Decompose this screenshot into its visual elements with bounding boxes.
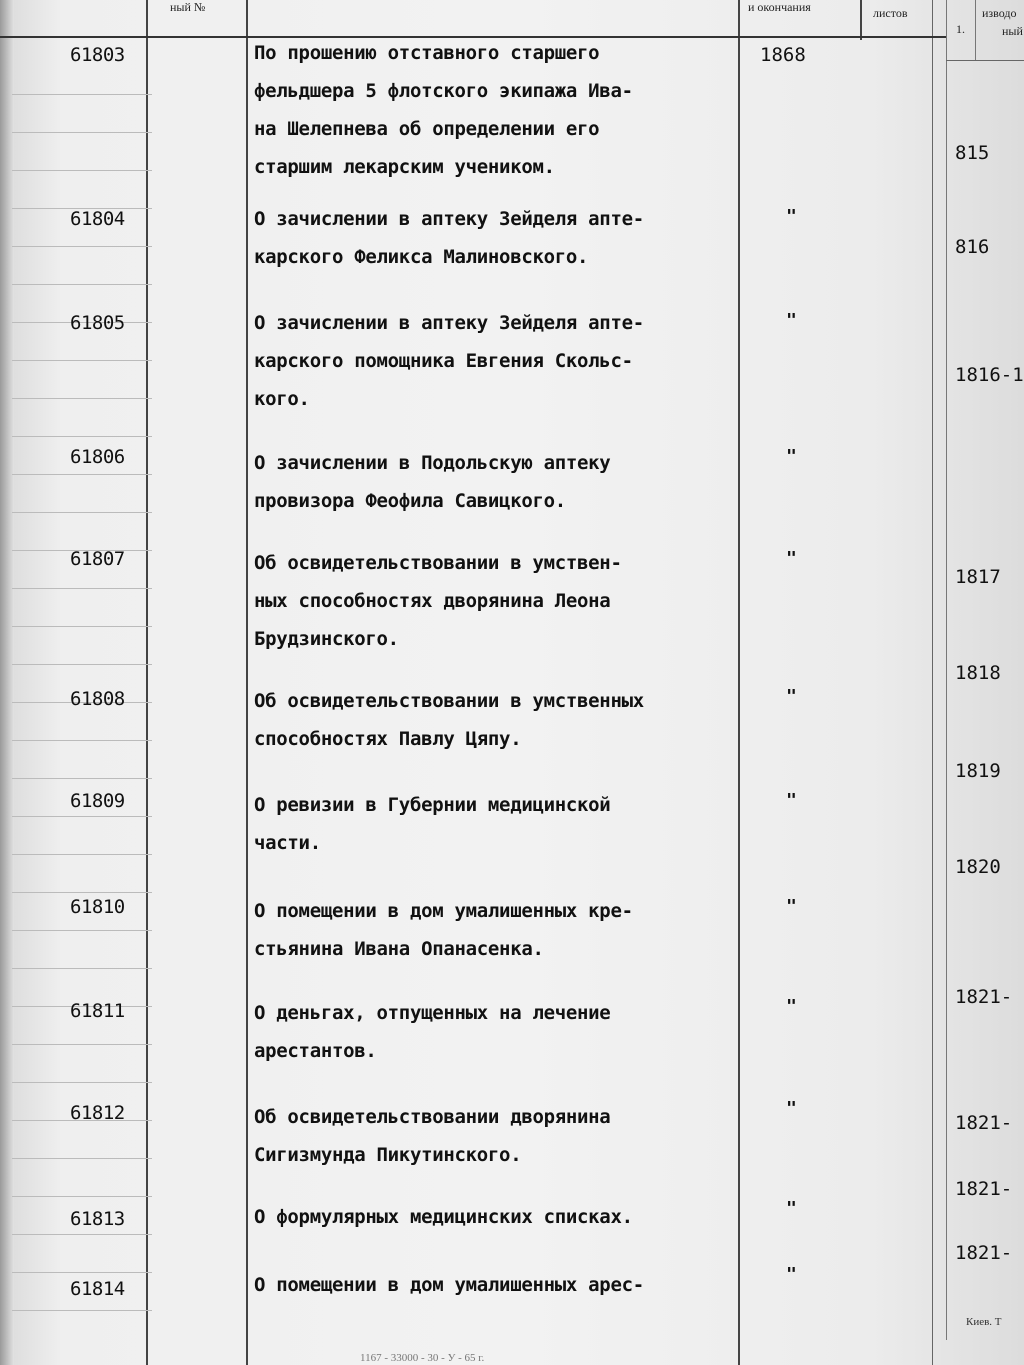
record-sheet-number: 1821- — [955, 1242, 1013, 1264]
record-sheet-number: 1817 — [955, 566, 1001, 588]
record-sheet-number: 1820 — [955, 856, 1001, 878]
ditto-mark: " — [786, 790, 797, 811]
record-title: О помещении в дом умалишенных кре- стьянина Ивана Опанасенка. — [254, 900, 633, 960]
printer-mark: Киев. Т — [966, 1316, 1002, 1328]
record-sheet-number: 1816-1 — [955, 364, 1024, 386]
record-number: 61809 — [70, 790, 125, 812]
ditto-mark: " — [786, 1098, 797, 1119]
header-rule-right — [946, 60, 1024, 61]
column-rule-6 — [946, 0, 947, 1340]
record-number: 61806 — [70, 446, 125, 468]
record-sheet-number: 1819 — [955, 760, 1001, 782]
record-title: О деньгах, отпущенных на лечение арестантов. — [254, 1002, 611, 1062]
record-number: 61803 — [70, 44, 125, 66]
column-rule-7 — [975, 0, 976, 60]
record-title: Об освидетельствовании в умственных способностях Павлу Цяпу. — [254, 690, 644, 750]
record-title: О зачислении в аптеку Зейделя апте- карского помощника Евгения Скольс- кого. — [254, 312, 644, 410]
record-sheet-number: 1818 — [955, 662, 1001, 684]
column-rule-5 — [932, 0, 933, 1365]
record-title: По прошению отставного старшего фельдшера 5 флотского экипажа Ива- на Шелепнева об определении его старшим лекарским учеником. — [254, 42, 633, 178]
ditto-mark: " — [786, 206, 797, 227]
print-run-note: 1167 - 33000 - 30 - У - 65 г. — [360, 1352, 485, 1364]
record-title: О ревизии в Губернии медицинской части. — [254, 794, 611, 854]
record-title: Об освидетельствовании дворянина Сигизмунда Пикутинского. — [254, 1106, 611, 1166]
header-number-col: ный № — [170, 0, 206, 14]
column-rule-1 — [146, 0, 148, 1365]
record-number: 61805 — [70, 312, 125, 334]
record-number: 61814 — [70, 1278, 125, 1300]
column-rule-4 — [860, 0, 862, 40]
record-sheet-number: 816 — [955, 236, 990, 258]
header-source-col: изводо — [982, 6, 1017, 20]
record-number: 61807 — [70, 548, 125, 570]
record-sheet-number: 1821- — [955, 986, 1013, 1008]
record-title: Об освидетельствовании в умствен- ных способностях дворянина Леона Брудзинского. — [254, 552, 622, 650]
ditto-mark: " — [786, 1264, 797, 1285]
header-source-suffix: ный — [1002, 24, 1023, 38]
record-number: 61811 — [70, 1000, 125, 1022]
header-mark-col: 1. — [956, 22, 965, 36]
ditto-mark: " — [786, 686, 797, 707]
table-header — [0, 0, 1024, 38]
record-sheet-number: 1821- — [955, 1112, 1013, 1134]
record-title: О зачислении в Подольскую аптеку провизора Феофила Савицкого. — [254, 452, 611, 512]
record-sheet-number: 1821- — [955, 1178, 1013, 1200]
record-number: 61810 — [70, 896, 125, 918]
ditto-mark: " — [786, 996, 797, 1017]
record-number: 61812 — [70, 1102, 125, 1124]
record-date: 1868 — [760, 44, 806, 66]
record-number: 61804 — [70, 208, 125, 230]
ditto-mark: " — [786, 548, 797, 569]
ditto-mark: " — [786, 310, 797, 331]
record-title: О формулярных медицинских списках. — [254, 1206, 633, 1228]
record-title: О помещении в дом умалишенных арес- — [254, 1274, 644, 1296]
record-number: 61808 — [70, 688, 125, 710]
record-number: 61813 — [70, 1208, 125, 1230]
ditto-mark: " — [786, 896, 797, 917]
header-sheets-col: листов — [873, 6, 908, 20]
record-title: О зачислении в аптеку Зейделя апте- карского Феликса Малиновского. — [254, 208, 644, 268]
header-dates-col: и окончания — [748, 0, 811, 14]
page-edge-shadow — [0, 0, 14, 1365]
ditto-mark: " — [786, 1198, 797, 1219]
record-sheet-number: 815 — [955, 142, 990, 164]
ditto-mark: " — [786, 446, 797, 467]
column-rule-2 — [246, 0, 248, 1365]
